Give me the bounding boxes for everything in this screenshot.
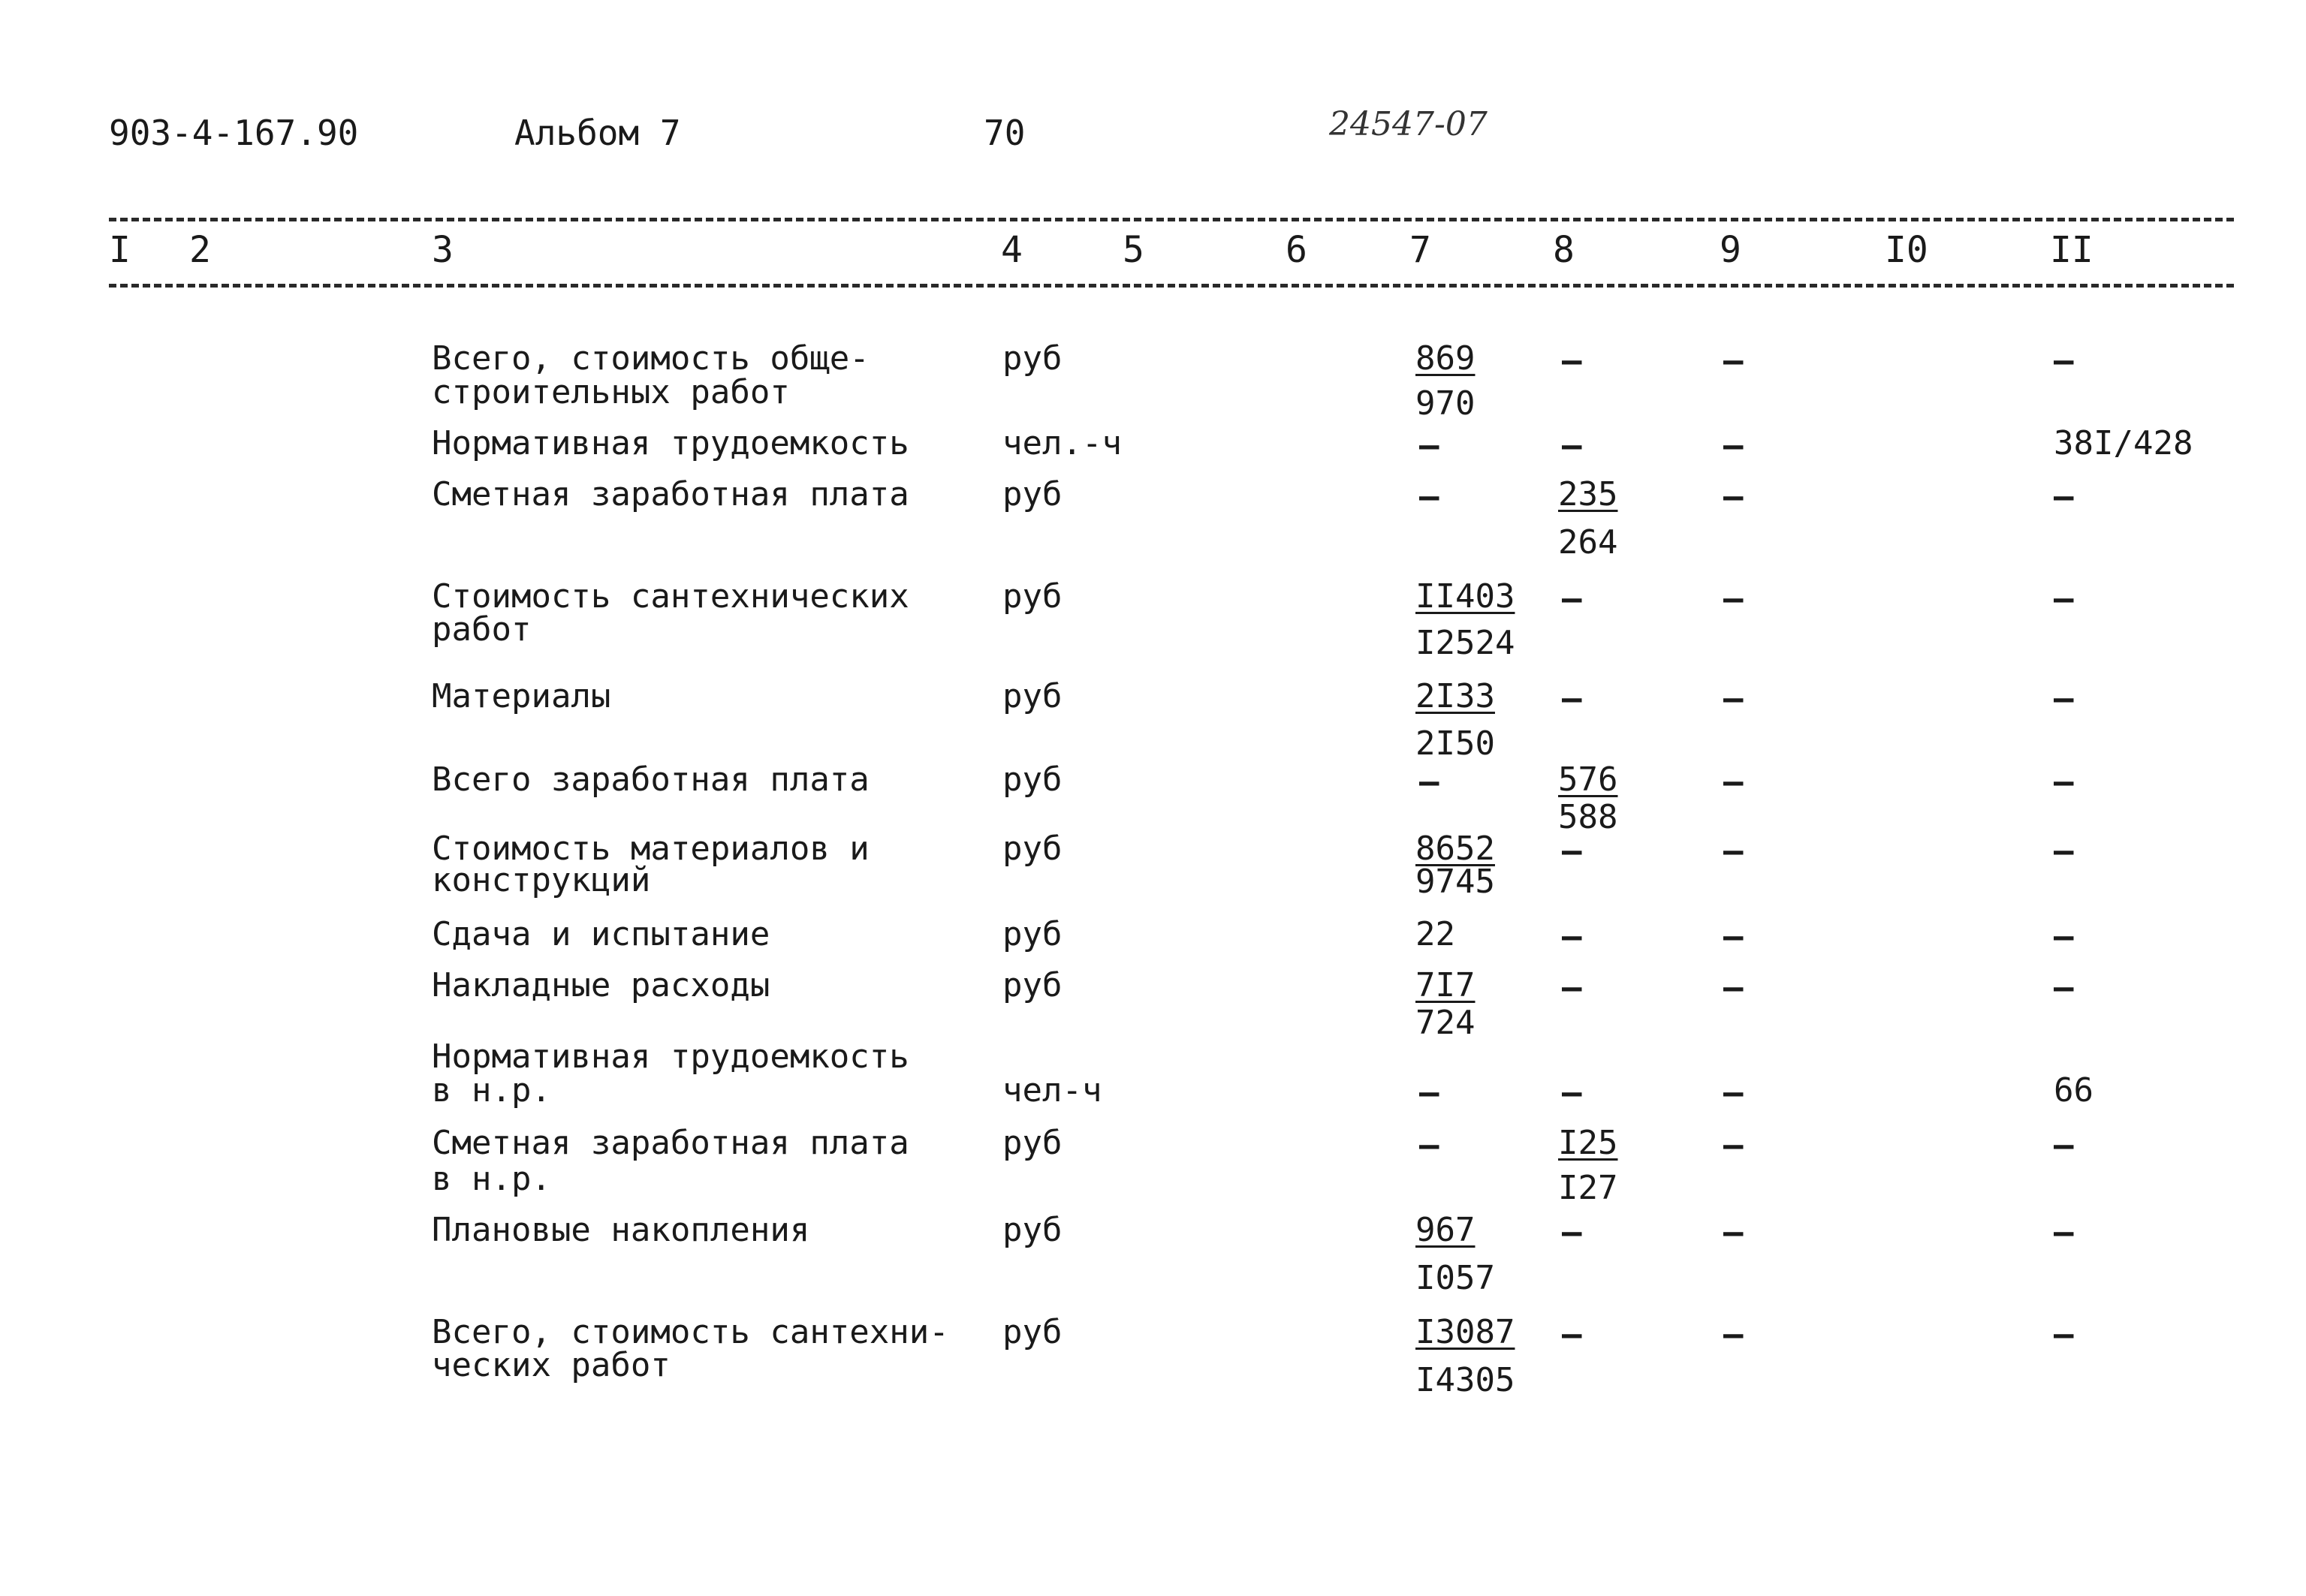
row-unit: руб	[1002, 577, 1063, 616]
col11-value: –	[2054, 580, 2074, 618]
col7-value-top: 967	[1415, 1211, 1476, 1249]
row-label: Материалы	[432, 677, 611, 715]
row-unit: руб	[1002, 339, 1063, 378]
col9-value: –	[1723, 342, 1744, 380]
col8-value-bottom: 264	[1558, 523, 1618, 562]
col7-value-top: 2I33	[1415, 677, 1495, 715]
row-label: Плановые накопления	[432, 1211, 810, 1249]
column-header-9: 9	[1720, 229, 1741, 271]
row-label: Всего заработная плата	[432, 760, 870, 799]
col8-value-top: I25	[1558, 1124, 1618, 1162]
col7-value-bottom: 724	[1415, 1004, 1476, 1042]
col9-value: –	[1723, 1213, 1744, 1251]
row-label-continued: ческих работ	[432, 1346, 671, 1384]
row-label: Стоимость материалов и	[432, 830, 870, 868]
col7-value: –	[1419, 477, 1439, 516]
col7-value-bottom: 970	[1415, 384, 1476, 423]
col7-value-bottom: I4305	[1415, 1361, 1515, 1399]
col9-value: –	[1723, 1315, 1744, 1354]
row-unit: руб	[1002, 966, 1063, 1004]
row-unit: руб	[1002, 830, 1063, 868]
document-code: 903-4-167.90	[109, 113, 359, 153]
col8-value: –	[1562, 968, 1582, 1007]
col11-value: –	[2054, 477, 2074, 516]
column-header-1: I	[109, 229, 131, 271]
col9-value: –	[1723, 832, 1744, 870]
col8-value: –	[1562, 1315, 1582, 1354]
col11-value: –	[2054, 1315, 2074, 1354]
col7-value: –	[1419, 1126, 1439, 1164]
row-unit: руб	[1002, 1313, 1063, 1351]
col8-value-top: 576	[1558, 760, 1618, 799]
col11-value: 66	[2054, 1071, 2093, 1110]
column-header-11: II	[2050, 229, 2093, 271]
col11-value: –	[2054, 1213, 2074, 1251]
col7-value-top: II403	[1415, 577, 1515, 616]
col9-value: –	[1723, 1126, 1744, 1164]
col11-value: 38I/428	[2054, 424, 2193, 462]
col7-value-bottom: 2I50	[1415, 724, 1495, 763]
row-unit: руб	[1002, 1211, 1063, 1249]
col7-value: 22	[1415, 915, 1455, 953]
col8-value-bottom: 588	[1558, 798, 1618, 836]
col9-value: –	[1723, 426, 1744, 465]
col7-value-top: 8652	[1415, 830, 1495, 868]
row-label: Сметная заработная плата	[432, 1124, 909, 1162]
col11-value: –	[2054, 832, 2074, 870]
column-header-10: I0	[1885, 229, 1928, 271]
col7-value-bottom: I2524	[1415, 624, 1515, 662]
col7-value: –	[1419, 426, 1439, 465]
header-rule-top	[109, 218, 2234, 221]
row-label: Накладные расходы	[432, 966, 770, 1004]
column-header-7: 7	[1409, 229, 1431, 271]
col8-value-top: 235	[1558, 475, 1618, 513]
row-unit: руб	[1002, 915, 1063, 953]
header-rule-bottom	[109, 284, 2234, 288]
col8-value: –	[1562, 917, 1582, 956]
col11-value: –	[2054, 679, 2074, 718]
column-header-2: 2	[189, 229, 211, 271]
col11-value: –	[2054, 917, 2074, 956]
col11-value: –	[2054, 763, 2074, 801]
row-label-continued: в н.р.	[432, 1071, 551, 1110]
column-header-6: 6	[1286, 229, 1307, 271]
col9-value: –	[1723, 580, 1744, 618]
column-header-5: 5	[1123, 229, 1144, 271]
row-unit: чел.-ч	[1002, 424, 1122, 462]
col7-value: –	[1419, 763, 1439, 801]
col9-value: –	[1723, 968, 1744, 1007]
col8-value: –	[1562, 832, 1582, 870]
col9-value: –	[1723, 477, 1744, 516]
row-label: Стоимость сантехнических	[432, 577, 909, 616]
col7-value-bottom: I057	[1415, 1259, 1495, 1297]
row-label: Нормативная трудоемкость	[432, 1037, 909, 1076]
column-header-4: 4	[1001, 229, 1023, 271]
row-unit: руб	[1002, 475, 1063, 513]
handwritten-number: 24547-07	[1329, 105, 1488, 143]
column-header-8: 8	[1553, 229, 1575, 271]
row-label-continued: конструкций	[432, 861, 651, 899]
row-unit: чел-ч	[1002, 1071, 1102, 1110]
row-label-continued: строительных работ	[432, 373, 790, 411]
row-label: Сдача и испытание	[432, 915, 770, 953]
row-label-continued: в н.р.	[432, 1160, 551, 1198]
col7-value-top: I3087	[1415, 1313, 1515, 1351]
col7-value-top: 7I7	[1415, 966, 1476, 1004]
column-header-3: 3	[432, 229, 454, 271]
col7-value-top: 869	[1415, 339, 1476, 378]
col11-value: –	[2054, 342, 2074, 380]
col8-value: –	[1562, 679, 1582, 718]
col9-value: –	[1723, 763, 1744, 801]
row-label: Всего, стоимость обще-	[432, 339, 870, 378]
col8-value: –	[1562, 342, 1582, 380]
row-label: Сметная заработная плата	[432, 475, 909, 513]
col9-value: –	[1723, 917, 1744, 956]
col9-value: –	[1723, 679, 1744, 718]
row-unit: руб	[1002, 1124, 1063, 1162]
row-label-continued: работ	[432, 610, 532, 649]
row-label: Нормативная трудоемкость	[432, 424, 909, 462]
col8-value-bottom: I27	[1558, 1169, 1618, 1207]
col8-value: –	[1562, 580, 1582, 618]
col8-value: –	[1562, 426, 1582, 465]
col8-value: –	[1562, 1213, 1582, 1251]
col7-value-bottom: 9745	[1415, 863, 1495, 901]
page-number: 70	[984, 113, 1026, 153]
row-unit: руб	[1002, 677, 1063, 715]
row-unit: руб	[1002, 760, 1063, 799]
col11-value: –	[2054, 1126, 2074, 1164]
col8-value: –	[1562, 1074, 1582, 1112]
col11-value: –	[2054, 968, 2074, 1007]
album-label: Альбом 7	[514, 113, 681, 153]
col7-value: –	[1419, 1074, 1439, 1112]
row-label: Всего, стоимость сантехни-	[432, 1313, 949, 1351]
col9-value: –	[1723, 1074, 1744, 1112]
